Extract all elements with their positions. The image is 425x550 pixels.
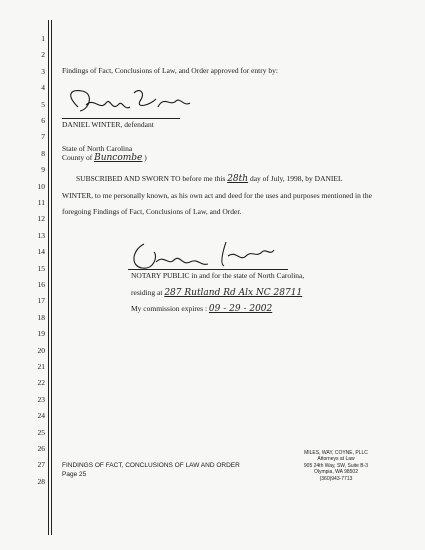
subscribed-line-2: WINTER, to me personally known, as his own act and deed for the uses and purposes mentioned in the xyxy=(62,191,372,200)
line-number: 20 xyxy=(37,345,45,355)
residing-line xyxy=(131,288,302,298)
line-number: 26 xyxy=(37,444,45,453)
county-line xyxy=(62,153,147,163)
notary-signature xyxy=(128,236,278,276)
county-handwritten: Buncombe xyxy=(94,153,143,163)
line-number: 24 xyxy=(37,411,45,421)
footer-title: FINDINGS OF FACT, CONCLUSIONS OF LAW AND ORDER xyxy=(62,462,240,469)
firm-line-2: Attorneys at Law xyxy=(317,456,355,463)
line-number: 25 xyxy=(37,427,45,437)
line-number: 2 xyxy=(41,50,45,60)
footer-page: Page 25 xyxy=(62,471,87,478)
left-margin-rule-1 xyxy=(48,20,49,535)
county-label: County of xyxy=(62,153,93,162)
line-number: 19 xyxy=(37,329,45,339)
line-number: 6 xyxy=(41,116,45,125)
line-number: 10 xyxy=(37,181,45,191)
line-number: 3 xyxy=(41,66,45,76)
county-paren: ) xyxy=(144,153,147,162)
firm-line-3: 905 24th Way, SW, Suite B-3 xyxy=(303,462,369,469)
line-number: 13 xyxy=(37,230,45,240)
subscribed-suffix: day of July, 1998, by DANIEL xyxy=(249,174,343,183)
line-number: 8 xyxy=(41,148,45,158)
residing-handwritten: 287 Rutland Rd Alx NC 28711 xyxy=(164,288,303,298)
line-number: 14 xyxy=(37,247,45,257)
commission-handwritten: 09 - 29 - 2002 xyxy=(208,304,273,314)
line-number: 27 xyxy=(37,460,45,470)
firm-line-4: Olympia, WA 98502 xyxy=(313,469,358,476)
line-number: 4 xyxy=(41,83,45,93)
subscribed-line-3: foregoing Findings of Fact, Conclusions of Law, and Order. xyxy=(62,207,242,216)
line-number: 7 xyxy=(41,132,45,142)
defendant-signature xyxy=(60,85,195,119)
day-handwritten: 28th xyxy=(227,174,249,184)
line-number: 1 xyxy=(41,34,45,43)
line-number: 11 xyxy=(37,198,45,207)
state-line: State of North Carolina xyxy=(62,144,133,153)
firm-name: MILES, WAY, COYNE, PLLC xyxy=(304,450,368,456)
notary-label: NOTARY PUBLIC in and for the state of North Carolina, xyxy=(131,271,305,280)
line-number: 12 xyxy=(37,214,45,224)
commission-line xyxy=(131,304,272,314)
firm-phone: (360)943-7713 xyxy=(319,475,353,482)
defendant-label: DANIEL WINTER, defendant xyxy=(62,120,154,129)
line-number: 16 xyxy=(37,280,45,289)
line-number: 9 xyxy=(41,165,45,175)
subscribed-prefix: SUBSCRIBED AND SWORN TO before me this xyxy=(76,174,226,183)
line-number: 5 xyxy=(41,99,45,109)
approval-heading: Findings of Fact, Conclusions of Law, and Order approved for entry by: xyxy=(62,66,278,75)
commission-label: My commission expires : xyxy=(131,304,208,313)
left-margin-rule-2 xyxy=(51,20,52,535)
line-number: 21 xyxy=(37,362,45,371)
subscribed-line-1 xyxy=(76,174,343,184)
line-number: 17 xyxy=(37,296,45,306)
line-number: 28 xyxy=(37,476,45,486)
notary-signature-line xyxy=(128,269,288,270)
residing-label: residing at xyxy=(131,288,163,297)
line-number: 15 xyxy=(37,263,45,273)
line-number: 18 xyxy=(37,312,45,322)
law-firm-block xyxy=(276,450,396,482)
defendant-signature-line xyxy=(62,118,180,119)
line-number: 22 xyxy=(37,378,45,388)
line-number: 23 xyxy=(37,394,45,404)
